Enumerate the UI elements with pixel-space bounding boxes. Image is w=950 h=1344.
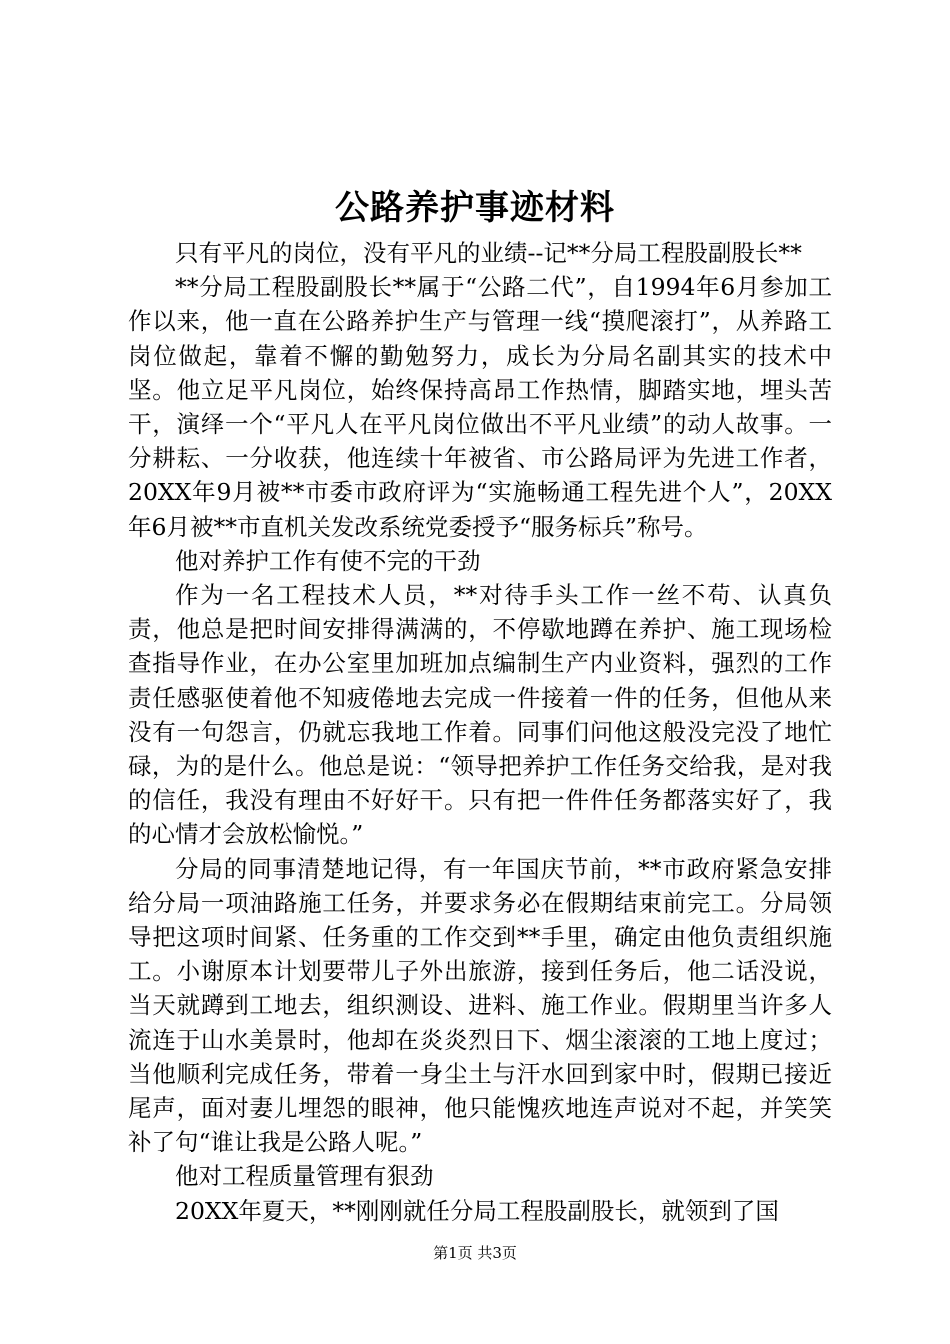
intro-paragraph: **分局工程股副股长**属于“公路二代”，自1994年6月参加工作以来，他一直在公路养护生产与管理一线“摸爬滚打”，从养路工岗位做起，靠着不懈的勤勉努力，成长为分局名副其实的技术中坚。他立足平凡岗位，始终保持高昂工作热情，脚踏实地，埋头苦干，演绎一个“平凡人在平凡岗位做出不平凡业绩”的动人故事。一分耕耘、一分收获，他连续十年被省、市公路局评为先进工作者，20XX年9月被**市委市政府评为“实施畅通工程先进个人”，20XX年6月被**市直机关发改系统党委授予“服务标兵”称号。 [128,273,832,541]
body-paragraph: 分局的同事清楚地记得，有一年国庆节前，**市政府紧急安排给分局一项油路施工任务，并要求务必在假期结束前完工。分局领导把这项时间紧、任务重的工作交到**手里，确定由他负责组织施工。小谢原本计划要带儿子外出旅游，接到任务后，他二话没说，当天就蹲到工地去，组织测设、进料、施工作业。假期里当许多人流连于山水美景时，他却在炎炎烈日下、烟尘滚滚的工地上度过；当他顺利完成任务，带着一身尘土与汗水回到家中时，假期已接近尾声，面对妻儿埋怨的眼神，他只能愧疚地连声说对不起，并笑笑补了句“谁让我是公路人呢。” [128,854,832,1157]
page-footer: 第1页 共3页 [433,1244,517,1262]
body-paragraph: 作为一名工程技术人员，**对待手头工作一丝不苟、认真负责，他总是把时间安排得满满的，不停歇地蹲在养护、施工现场检查指导作业，在办公室里加班加点编制生产内业资料，强烈的工作责任感驱使着他不知疲倦地去完成一件接着一件的任务，但他从来没有一句怨言，仍就忘我地工作着。同事们问他这般没完没了地忙碌，为的是什么。他总是说：“领导把养护工作任务交给我，是对我的信任，我没有理由不好好干。只有把一件件任务都落实好了，我的心情才会放松愉悦。” [128,581,832,849]
subtitle-paragraph: 只有平凡的岗位，没有平凡的业绩--记**分局工程股副股长** [175,239,802,267]
document-body [128,236,832,1228]
body-paragraph: 20XX年夏天，**刚刚就任分局工程股副股长，就领到了国 [175,1196,779,1225]
document-title: 公路养护事迹材料 [335,188,615,228]
section-heading-quality: 他对工程质量管理有狠劲 [175,1162,434,1191]
section-heading-drive: 他对养护工作有使不完的干劲 [175,546,481,575]
